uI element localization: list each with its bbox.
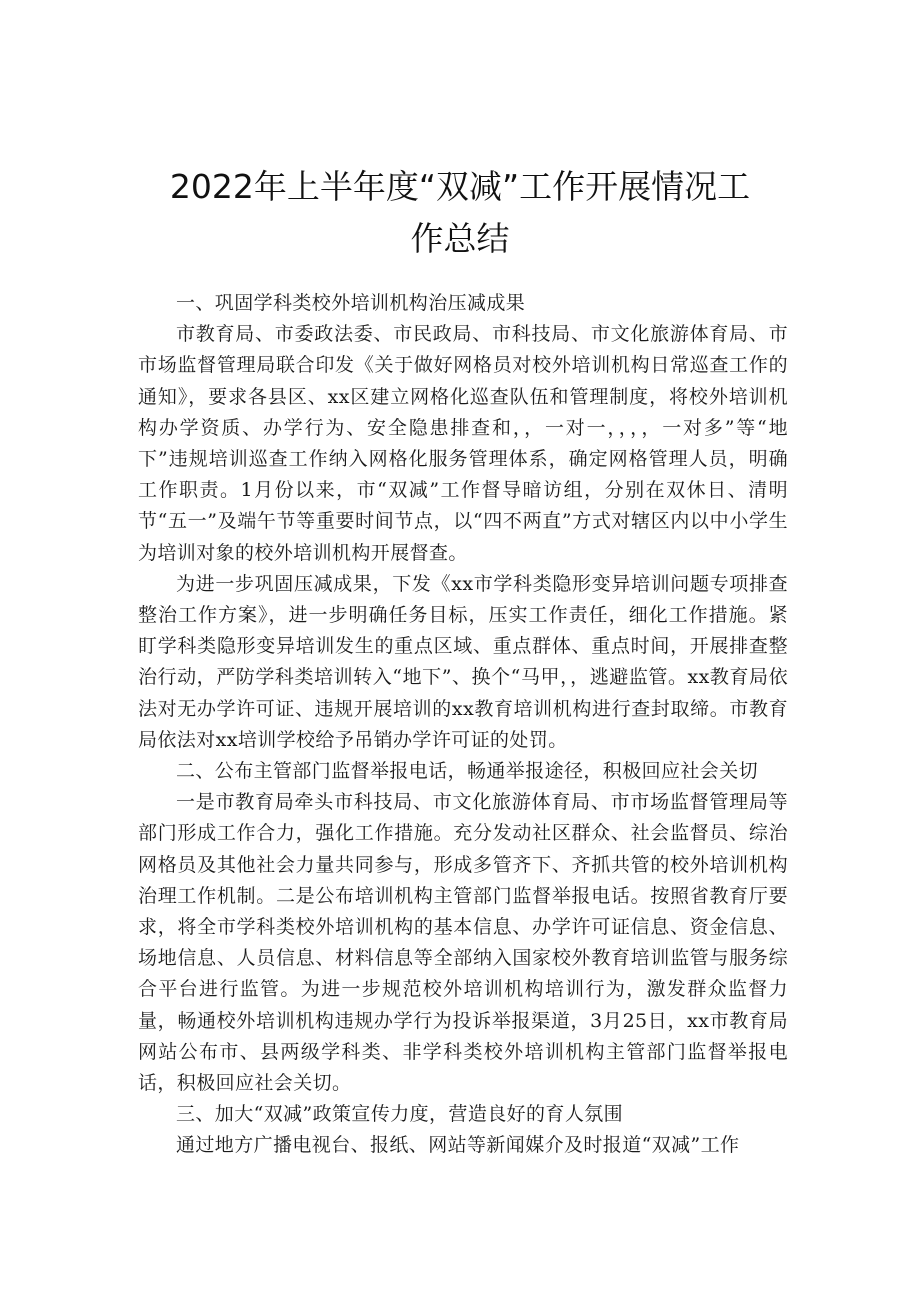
paragraph: 通过地方广播电视台、报纸、网站等新闻媒介及时报道“双减”工作 [176, 1134, 740, 1157]
section-heading-1: 一、巩固学科类校外培训机构治压减成果 [176, 292, 526, 314]
paragraph: 为进一步巩固压减成果，下发《xx市学科类隐形变异培训问题专项排查整治工作方案》，进一步明确任务目标，压实工作责任，细化工作措施。紧盯学科类隐形变异培训发生的重点区域、重点群体、重点时间，开展排查整治行动，严防学科类培训转入“地下”、换个“马甲，，逃避监管。xx教育局依法对无办学许可证、违规开展培训的xx教育培训机构进行查封取缔。市教育局依法对xx培训学校给予吊销办学许可证的处罚。 [138, 572, 788, 751]
section-heading-2: 二、公布主管部门监督举报电话，畅通举报途径，积极回应社会关切 [176, 760, 759, 783]
document-body [138, 288, 788, 1162]
document-title-line-2: 作总结 [410, 219, 510, 258]
paragraph: 一是市教育局牵头市科技局、市文化旅游体育局、市市场监督管理局等部门形成工作合力，强化工作措施。充分发动社区群众、社会监督员、综治网格员及其他社会力量共同参与，形成多管齐下、齐抓共管的校外培训机构治理工作机制。二是公布培训机构主管部门监督举报电话。按照省教育厅要求，将全市学科类校外培训机构的基本信息、办学许可证信息、资金信息、场地信息、人员信息、材料信息等全部纳入国家校外教育培训监管与服务综合平台进行监管。为进一步规范校外培训机构培训行为，激发群众监督力量，畅通校外培训机构违规办学行为投诉举报渠道，3月25日，xx市教育局网站公布市、县两级学科类、非学科类校外培训机构主管部门监督举报电话，积极回应社会关切。 [138, 791, 788, 1095]
section-heading-3: 三、加大“双减”政策宣传力度，营造良好的育人氛围 [176, 1103, 624, 1126]
paragraph: 市教育局、市委政法委、市民政局、市科技局、市文化旅游体育局、市市场监督管理局联合印发《关于做好网格员对校外培训机构日常巡查工作的通知》，要求各县区、xx区建立网格化巡查队伍和管理制度，将校外培训机构办学资质、办学行为、安全隐患排查和，，一对一，，，，一对多”等“地下”违规培训巡查工作纳入网格化服务管理体系，确定网格管理人员，明确工作职责。1月份以来，市“双减”工作督导暗访组，分别在双休日、清明节“五一”及端午节等重要时间节点，以“四不两直”方式对辖区内以中小学生为培训对象的校外培训机构开展督查。 [138, 323, 788, 564]
document-title-line-1: 2022年上半年度“双减”工作开展情况工 [169, 167, 751, 206]
